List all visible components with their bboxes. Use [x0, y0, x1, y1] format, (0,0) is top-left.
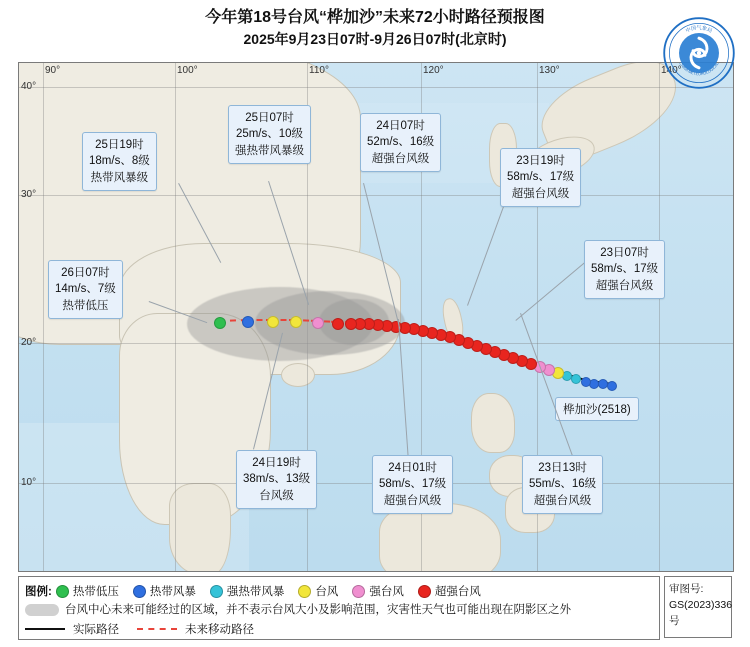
title-main: 今年第18号台风“桦加沙”未来72小时路径预报图: [205, 9, 545, 26]
callout-26-07[interactable]: [48, 260, 123, 319]
lat-label-20: 20°: [21, 337, 37, 348]
legend-dot-ts: [133, 585, 146, 598]
legend-dot-sty: [352, 585, 365, 598]
callout-line-time: 24日01时: [388, 462, 437, 474]
callout-line-time: 24日19时: [252, 457, 301, 469]
callout-line-wind: 55m/s、16级: [529, 478, 597, 491]
callout-24-07[interactable]: [360, 113, 441, 172]
lon-label-140: 140°: [661, 65, 682, 76]
legend-label-superty: 超强台风: [434, 586, 481, 598]
legend-cone-note: 台风中心未来可能经过的区域，并不表示台风大小及影响范围，灾害性天气也可能出现在阴影区之外: [65, 604, 571, 616]
track-point-forecast: [312, 317, 324, 329]
legend-item-sts: [210, 583, 285, 599]
callout-line-time: 25日07时: [245, 112, 294, 124]
callout-line-class: 超强台风级: [595, 279, 654, 292]
callout-25-07[interactable]: [228, 105, 311, 164]
legend-item-sty: [352, 583, 404, 599]
legend-dot-td: [56, 585, 69, 598]
approval-label: 审图号:: [669, 583, 704, 595]
track-point-forecast: [332, 318, 344, 330]
approval-value: GS(2023)336号: [669, 598, 733, 627]
legend-dot-superty: [418, 585, 431, 598]
callout-line-class: 强热带风暴级: [235, 144, 304, 157]
callout-line-class: 超强台风级: [383, 494, 442, 507]
callout-line-class: 超强台风级: [511, 187, 570, 200]
lon-label-100: 100°: [177, 65, 198, 76]
lon-label-110: 110°: [309, 65, 329, 76]
callout-25-19[interactable]: [82, 132, 157, 191]
callout-24-01[interactable]: [372, 455, 453, 514]
callout-line-wind: 58m/s、17级: [507, 171, 575, 184]
callout-24-19[interactable]: [236, 450, 317, 509]
legend-cone-swatch: [25, 604, 59, 616]
legend-cone-row: [25, 603, 653, 619]
page-title: [0, 6, 750, 49]
lon-label-120: 120°: [423, 65, 444, 76]
callout-line-wind: 38m/s、13级: [243, 473, 311, 486]
callout-line-time: 24日07时: [376, 120, 425, 132]
svg-text:中国气象局: 中国气象局: [684, 25, 714, 35]
legend-item-td: [56, 583, 119, 599]
legend-dashed-line-icon: [137, 628, 177, 630]
legend-item-ts: [133, 583, 196, 599]
legend-label-forecast: 未来移动路径: [185, 624, 254, 636]
lat-label-30: 30°: [21, 189, 37, 200]
callout-line-wind: 18m/s、8级: [89, 155, 150, 168]
legend-label-sty: 强台风: [369, 586, 404, 598]
lat-label-40: 40°: [21, 81, 37, 92]
callout-23-19[interactable]: [500, 148, 581, 207]
callout-23-07[interactable]: [584, 240, 665, 299]
lon-label-90: 90°: [45, 65, 61, 76]
callout-line-time: 23日07时: [600, 247, 649, 259]
track-point-forecast: [242, 316, 254, 328]
legend-label-actual: 实际路径: [73, 624, 119, 636]
callout-line-time: 25日19时: [95, 139, 144, 151]
track-point-forecast: [290, 316, 302, 328]
legend-label-td: 热带低压: [72, 586, 119, 598]
callout-line-class: 热带风暴级: [90, 171, 149, 184]
callout-line-class: 超强台风级: [533, 494, 592, 507]
legend-categories-row: [25, 583, 491, 599]
callout-23-13[interactable]: [522, 455, 603, 514]
track-point-actual: [345, 318, 357, 330]
track-point-actual: [581, 377, 591, 387]
callout-line-class: 超强台风级: [371, 152, 430, 165]
track-point-forecast: [214, 317, 226, 329]
legend-dot-sts: [210, 585, 223, 598]
lat-label-10: 10°: [21, 477, 37, 488]
legend-item-superty: [418, 583, 481, 599]
callout-line-time: 26日07时: [61, 267, 110, 279]
track-point-actual: [598, 379, 608, 389]
callout-line-class: 热带低压: [62, 299, 109, 312]
legend-solid-line-icon: [25, 628, 65, 630]
callout-line-time: 23日13时: [538, 462, 587, 474]
svg-text:CHINA METEOROLOGICAL: CHINA METEOROLOGICAL: [678, 61, 720, 77]
lon-label-130: 130°: [539, 65, 560, 76]
approval-number-panel: [664, 576, 732, 638]
callout-line-wind: 58m/s、17级: [379, 478, 447, 491]
legend-panel: [18, 576, 660, 640]
legend-lines-row: [25, 621, 254, 637]
track-point-actual: [607, 381, 617, 391]
callout-line-wind: 25m/s、10级: [235, 128, 304, 141]
legend-label-ts: 热带风暴: [149, 586, 196, 598]
callout-line-class: 台风级: [259, 489, 294, 502]
callout-line-time: 23日19时: [516, 155, 565, 167]
callout-line-wind: 52m/s、16级: [367, 136, 435, 149]
storm-name-label: 桦加沙(2518): [555, 397, 639, 421]
legend-label-sts: 强热带风暴: [226, 586, 285, 598]
callout-line-wind: 58m/s、17级: [591, 263, 659, 276]
legend-item-ty: [298, 583, 338, 599]
cma-logo-icon: [662, 16, 736, 90]
legend-title: 图例:: [25, 586, 52, 598]
track-point-forecast: [267, 316, 279, 328]
callout-line-wind: 14m/s、7级: [55, 283, 116, 296]
track-point-actual: [571, 374, 581, 384]
legend-label-ty: 台风: [315, 586, 339, 598]
title-sub: 2025年9月23日07时-9月26日07时(北京时): [243, 31, 507, 48]
legend-dot-ty: [298, 585, 311, 598]
